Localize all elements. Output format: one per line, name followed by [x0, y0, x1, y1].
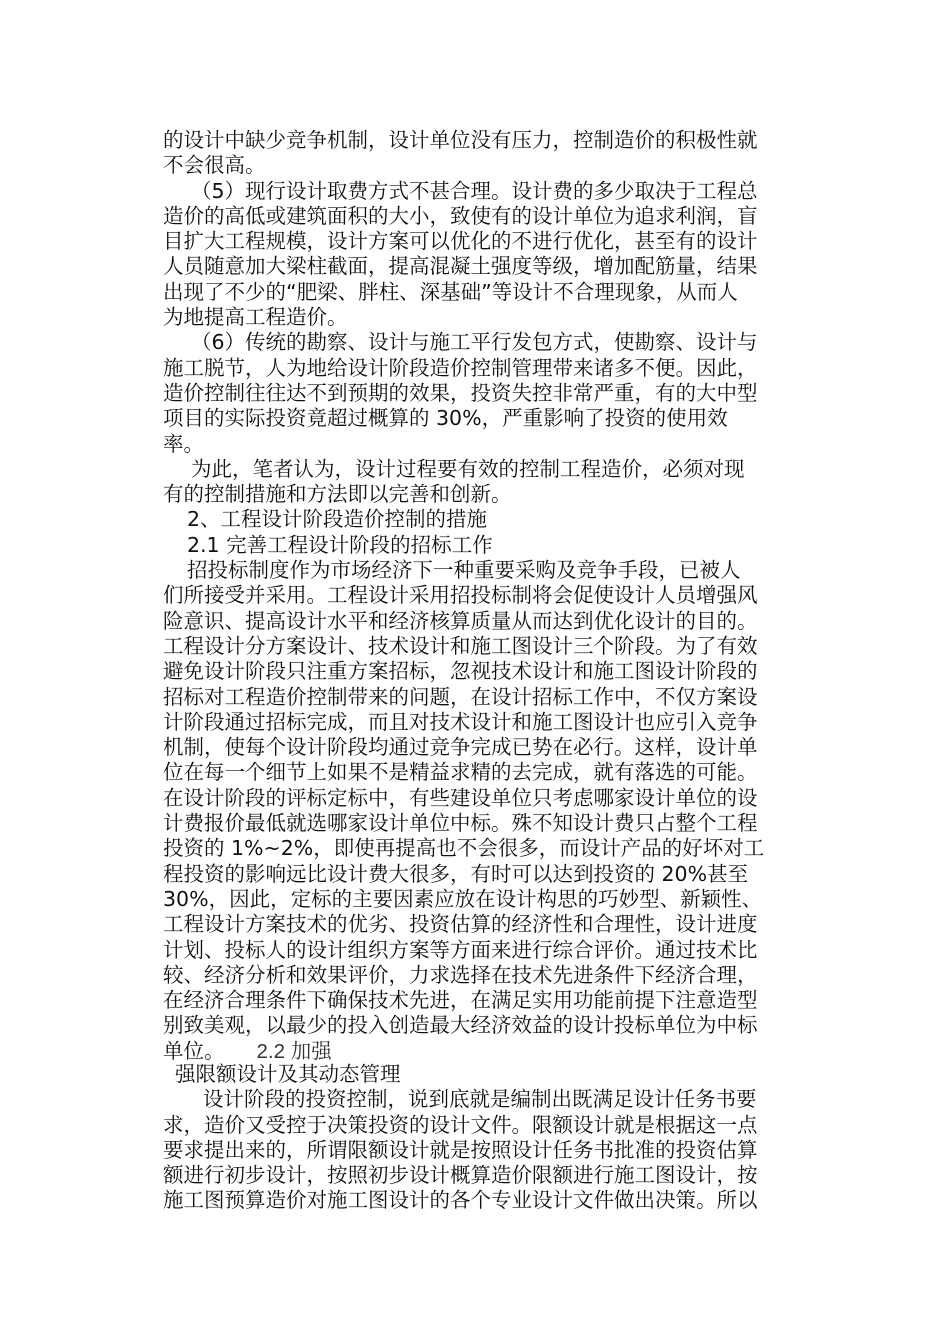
- subsection-heading-2-2-rest: 强限额设计及其动态管理: [175, 1062, 401, 1086]
- text-line: 位在每一个细节上如果不是精益求精的去完成，就有落选的可能。: [163, 760, 758, 785]
- text-line: 不会很高。: [163, 153, 266, 178]
- paragraph-bidding: 招投标制度作为市场经济下一种重要采购及竞争手段，已被人: [187, 558, 741, 583]
- text-line: 的设计中缺少竞争机制，设计单位没有压力，控制造价的积极性就: [163, 128, 758, 152]
- text-line: 率。: [163, 431, 204, 456]
- text-line: 施工脱节，人为地给设计阶段造价控制管理带来诸多不便。因此，: [163, 355, 758, 380]
- text-line: 额进行初步设计，按照初步设计概算造价限额进行施工图设计，按: [163, 1163, 758, 1188]
- text-line: 们所接受并采用。工程设计采用招投标制将会促使设计人员增强风: [163, 583, 758, 608]
- text-line: 工程设计方案技术的优劣、投资估算的经济性和合理性，设计进度: [163, 912, 758, 937]
- text-line: 有的控制措施和方法即以完善和创新。: [163, 482, 512, 507]
- text-line: 施工图预算造价对施工图设计的各个专业设计文件做出决策。所以: [163, 1188, 758, 1213]
- text-line: 项目的实际投资竟超过概算的 30%，严重影响了投资的使用效: [163, 406, 728, 431]
- text-span: 单位。: [163, 1038, 225, 1063]
- paragraph-conclusion: 为此，笔者认为，设计过程要有效的控制工程造价，必须对现: [191, 456, 745, 481]
- paragraph-item-6: （6）传统的勘察、设计与施工平行发包方式，使勘察、设计与: [191, 330, 758, 355]
- text-line: 在经济合理条件下确保技术先进，在满足实用功能前提下注意造型: [163, 988, 758, 1013]
- text-line-last: [163, 1039, 793, 1064]
- text-line: 30%，因此，定标的主要因素应放在设计构思的巧妙型、新颖性、: [163, 886, 763, 911]
- text-line: 为地提高工程造价。: [163, 305, 348, 330]
- text-line: 求，造价又受控于决策投资的设计文件。限额设计就是根据这一点: [163, 1112, 758, 1137]
- subsection-heading-2-1: 2.1 完善工程设计阶段的招标工作: [187, 532, 493, 557]
- text-line: 别致美观，以最少的投入创造最大经济效益的设计投标单位为中标: [163, 1013, 758, 1038]
- text-line: 出现了不少的“肥梁、胖柱、深基础”等设计不合理现象，从而人: [163, 279, 738, 304]
- paragraph-item-5: （5）现行设计取费方式不甚合理。设计费的多少取决于工程总: [191, 178, 758, 203]
- text-line: 机制，使每个设计阶段均通过竞争完成已势在必行。这样，设计单: [163, 735, 758, 760]
- text-line: 造价的高低或建筑面积的大小，致使有的设计单位为追求利润，盲: [163, 203, 758, 228]
- text-line: 造价控制往往达不到预期的效果，投资失控非常严重，有的大中型: [163, 380, 758, 405]
- section-heading-2: 2、工程设计阶段造价控制的措施: [187, 507, 488, 532]
- text-line: 工程设计分方案设计、技术设计和施工图设计三个阶段。为了有效: [163, 633, 758, 658]
- paragraph-limit-design: 设计阶段的投资控制，说到底就是编制出既满足设计任务书要: [203, 1087, 757, 1112]
- text-line: 险意识、提高设计水平和经济核算质量从而达到优化设计的目的。: [163, 608, 758, 633]
- text-line: 投资的 1%~2%，即使再提高也不会很多，而设计产品的好坏对工: [163, 836, 765, 861]
- text-line: 避免设计阶段只注重方案招标，忽视技术设计和施工图设计阶段的: [163, 659, 758, 684]
- text-line: 在设计阶段的评标定标中，有些建设单位只考虑哪家设计单位的设: [163, 785, 758, 810]
- text-line: 目扩大工程规模，设计方案可以优化的不进行优化，甚至有的设计: [163, 229, 758, 254]
- text-line: 计划、投标人的设计组织方案等方面来进行综合评价。通过技术比: [163, 937, 758, 962]
- text-line: 较、经济分析和效果评价，力求选择在技术先进条件下经济合理，: [163, 962, 758, 987]
- text-line: 计费报价最低就选哪家设计单位中标。殊不知设计费只占整个工程: [163, 811, 758, 836]
- body-text-block-1: [163, 128, 793, 1064]
- subsection-heading-2-2-start: 2.2 加强: [256, 1039, 332, 1063]
- body-text-block-2: [163, 1062, 793, 1214]
- text-line: 人员随意加大梁柱截面，提高混凝土强度等级，增加配筋量，结果: [163, 254, 758, 279]
- text-line: 程投资的影响远比设计费大很多，有时可以达到投资的 20%甚至: [163, 861, 749, 886]
- text-line: 要求提出来的，所谓限额设计就是按照设计任务书批准的投资估算: [163, 1137, 758, 1162]
- text-line: 招标对工程造价控制带来的问题，在设计招标工作中，不仅方案设: [163, 684, 758, 709]
- text-line: 计阶段通过招标完成，而且对技术设计和施工图设计也应引入竞争: [163, 709, 758, 734]
